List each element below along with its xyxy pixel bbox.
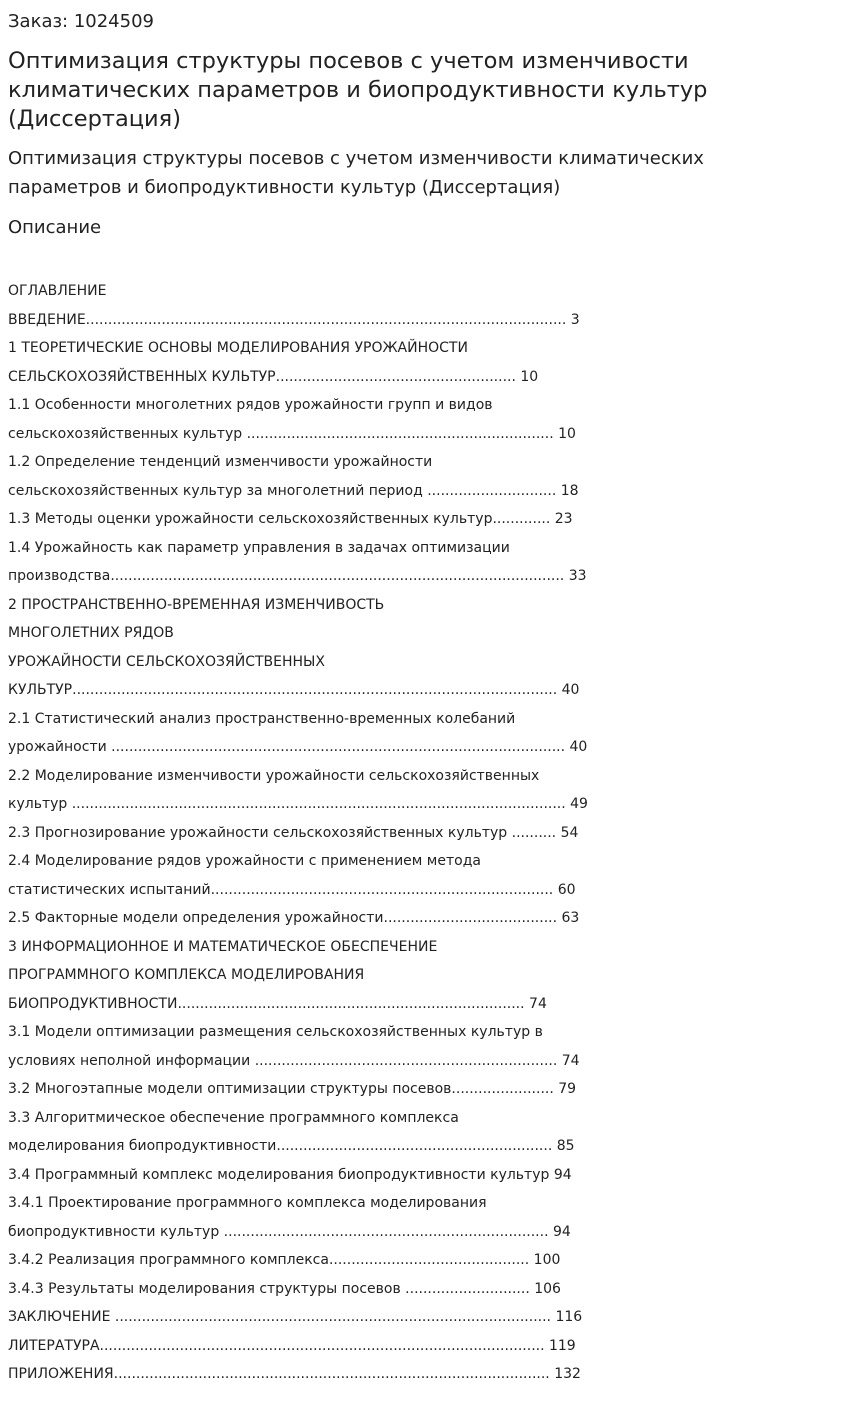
- toc-line: СЕЛЬСКОХОЗЯЙСТВЕННЫХ КУЛЬТУР...................................................... 10: [8, 368, 539, 385]
- table-of-contents: [8, 277, 828, 1389]
- toc-line: моделирования биопродуктивности.............................................................. 85: [8, 1138, 575, 1154]
- toc-line: КУЛЬТУР............................................................................................................. 40: [8, 682, 580, 698]
- toc-line: статистических испытаний............................................................................. 60: [8, 881, 576, 898]
- toc-line: 2 ПРОСТРАНСТВЕННО-ВРЕМЕННАЯ ИЗМЕНЧИВОСТЬ: [8, 596, 385, 613]
- toc-heading: ОГЛАВЛЕНИЕ: [8, 283, 107, 299]
- toc-line: 2.3 Прогнозирование урожайности сельскохозяйственных культур .......... 54: [8, 824, 579, 841]
- toc-line: 1.1 Особенности многолетних рядов урожайности групп и видов: [8, 397, 493, 413]
- toc-line: сельскохозяйственных культур ..................................................................... 10: [8, 425, 576, 442]
- page-subtitle: Оптимизация структуры посевов с учетом изменчивости климатических параметров и биопродуктивности культур (Диссертация): [8, 148, 704, 198]
- toc-line: ПРИЛОЖЕНИЯ.................................................................................................. 132: [8, 1366, 581, 1382]
- page-title: Оптимизация структуры посевов с учетом изменчивости климатических параметров и биопродуктивности культур (Диссертация): [8, 48, 708, 132]
- description-label: Описание: [8, 217, 102, 238]
- toc-line: ЗАКЛЮЧЕНИЕ .................................................................................................. 116: [8, 1309, 583, 1325]
- toc-line: условиях неполной информации .................................................................... 74: [8, 1052, 580, 1069]
- toc-line: БИОПРОДУКТИВНОСТИ.............................................................................. 74: [8, 995, 547, 1012]
- toc-line: сельскохозяйственных культур за многолетний период ............................. 18: [8, 482, 579, 499]
- toc-line: 1.2 Определение тенденций изменчивости урожайности: [8, 454, 433, 470]
- toc-line: МНОГОЛЕТНИХ РЯДОВ: [8, 625, 174, 641]
- toc-line: 3.1 Модели оптимизации размещения сельскохозяйственных культур в: [8, 1024, 543, 1040]
- toc-line: 3.2 Многоэтапные модели оптимизации структуры посевов....................... 79: [8, 1081, 577, 1097]
- toc-line: 3 ИНФОРМАЦИОННОЕ И МАТЕМАТИЧЕСКОЕ ОБЕСПЕЧЕНИЕ: [8, 938, 438, 955]
- toc-line: 3.4 Программный комплекс моделирования биопродуктивности культур 94: [8, 1166, 572, 1183]
- toc-line: 1 ТЕОРЕТИЧЕСКИЕ ОСНОВЫ МОДЕЛИРОВАНИЯ УРОЖАЙНОСТИ: [8, 340, 468, 356]
- toc-line: 2.5 Факторные модели определения урожайности....................................... 63: [8, 910, 580, 926]
- toc-line: 3.3 Алгоритмическое обеспечение программного комплекса: [8, 1109, 459, 1126]
- toc-line: 3.4.1 Проектирование программного комплекса моделирования: [8, 1195, 487, 1211]
- toc-line: УРОЖАЙНОСТИ СЕЛЬСКОХОЗЯЙСТВЕННЫХ: [8, 653, 325, 670]
- toc-line: 3.4.3 Результаты моделирования структуры посевов ............................ 106: [8, 1280, 561, 1297]
- toc-line: ВВЕДЕНИЕ............................................................................................................ 3: [8, 311, 580, 328]
- toc-line: 1.3 Методы оценки урожайности сельскохозяйственных культур............. 23: [8, 511, 573, 527]
- toc-line: 1.4 Урожайность как параметр управления в задачах оптимизации: [8, 539, 510, 556]
- toc-line: культур ............................................................................................................... 49: [8, 796, 588, 812]
- toc-line: 3.4.2 Реализация программного комплекса............................................. 100: [8, 1252, 561, 1268]
- toc-line: ПРОГРАММНОГО КОМПЛЕКСА МОДЕЛИРОВАНИЯ: [8, 967, 365, 983]
- toc-line: производства...................................................................................................... 33: [8, 568, 587, 584]
- order-number: Заказ: 1024509: [8, 11, 154, 32]
- toc-line: 2.1 Статистический анализ пространственно-временных колебаний: [8, 710, 516, 727]
- toc-line: 2.4 Моделирование рядов урожайности с применением метода: [8, 853, 481, 869]
- toc-line: 2.2 Моделирование изменчивости урожайности сельскохозяйственных: [8, 767, 540, 784]
- toc-line: биопродуктивности культур ......................................................................... 94: [8, 1223, 571, 1240]
- toc-line: урожайности ...................................................................................................... 40: [8, 739, 588, 755]
- toc-line: ЛИТЕРАТУРА.................................................................................................... 119: [8, 1337, 576, 1354]
